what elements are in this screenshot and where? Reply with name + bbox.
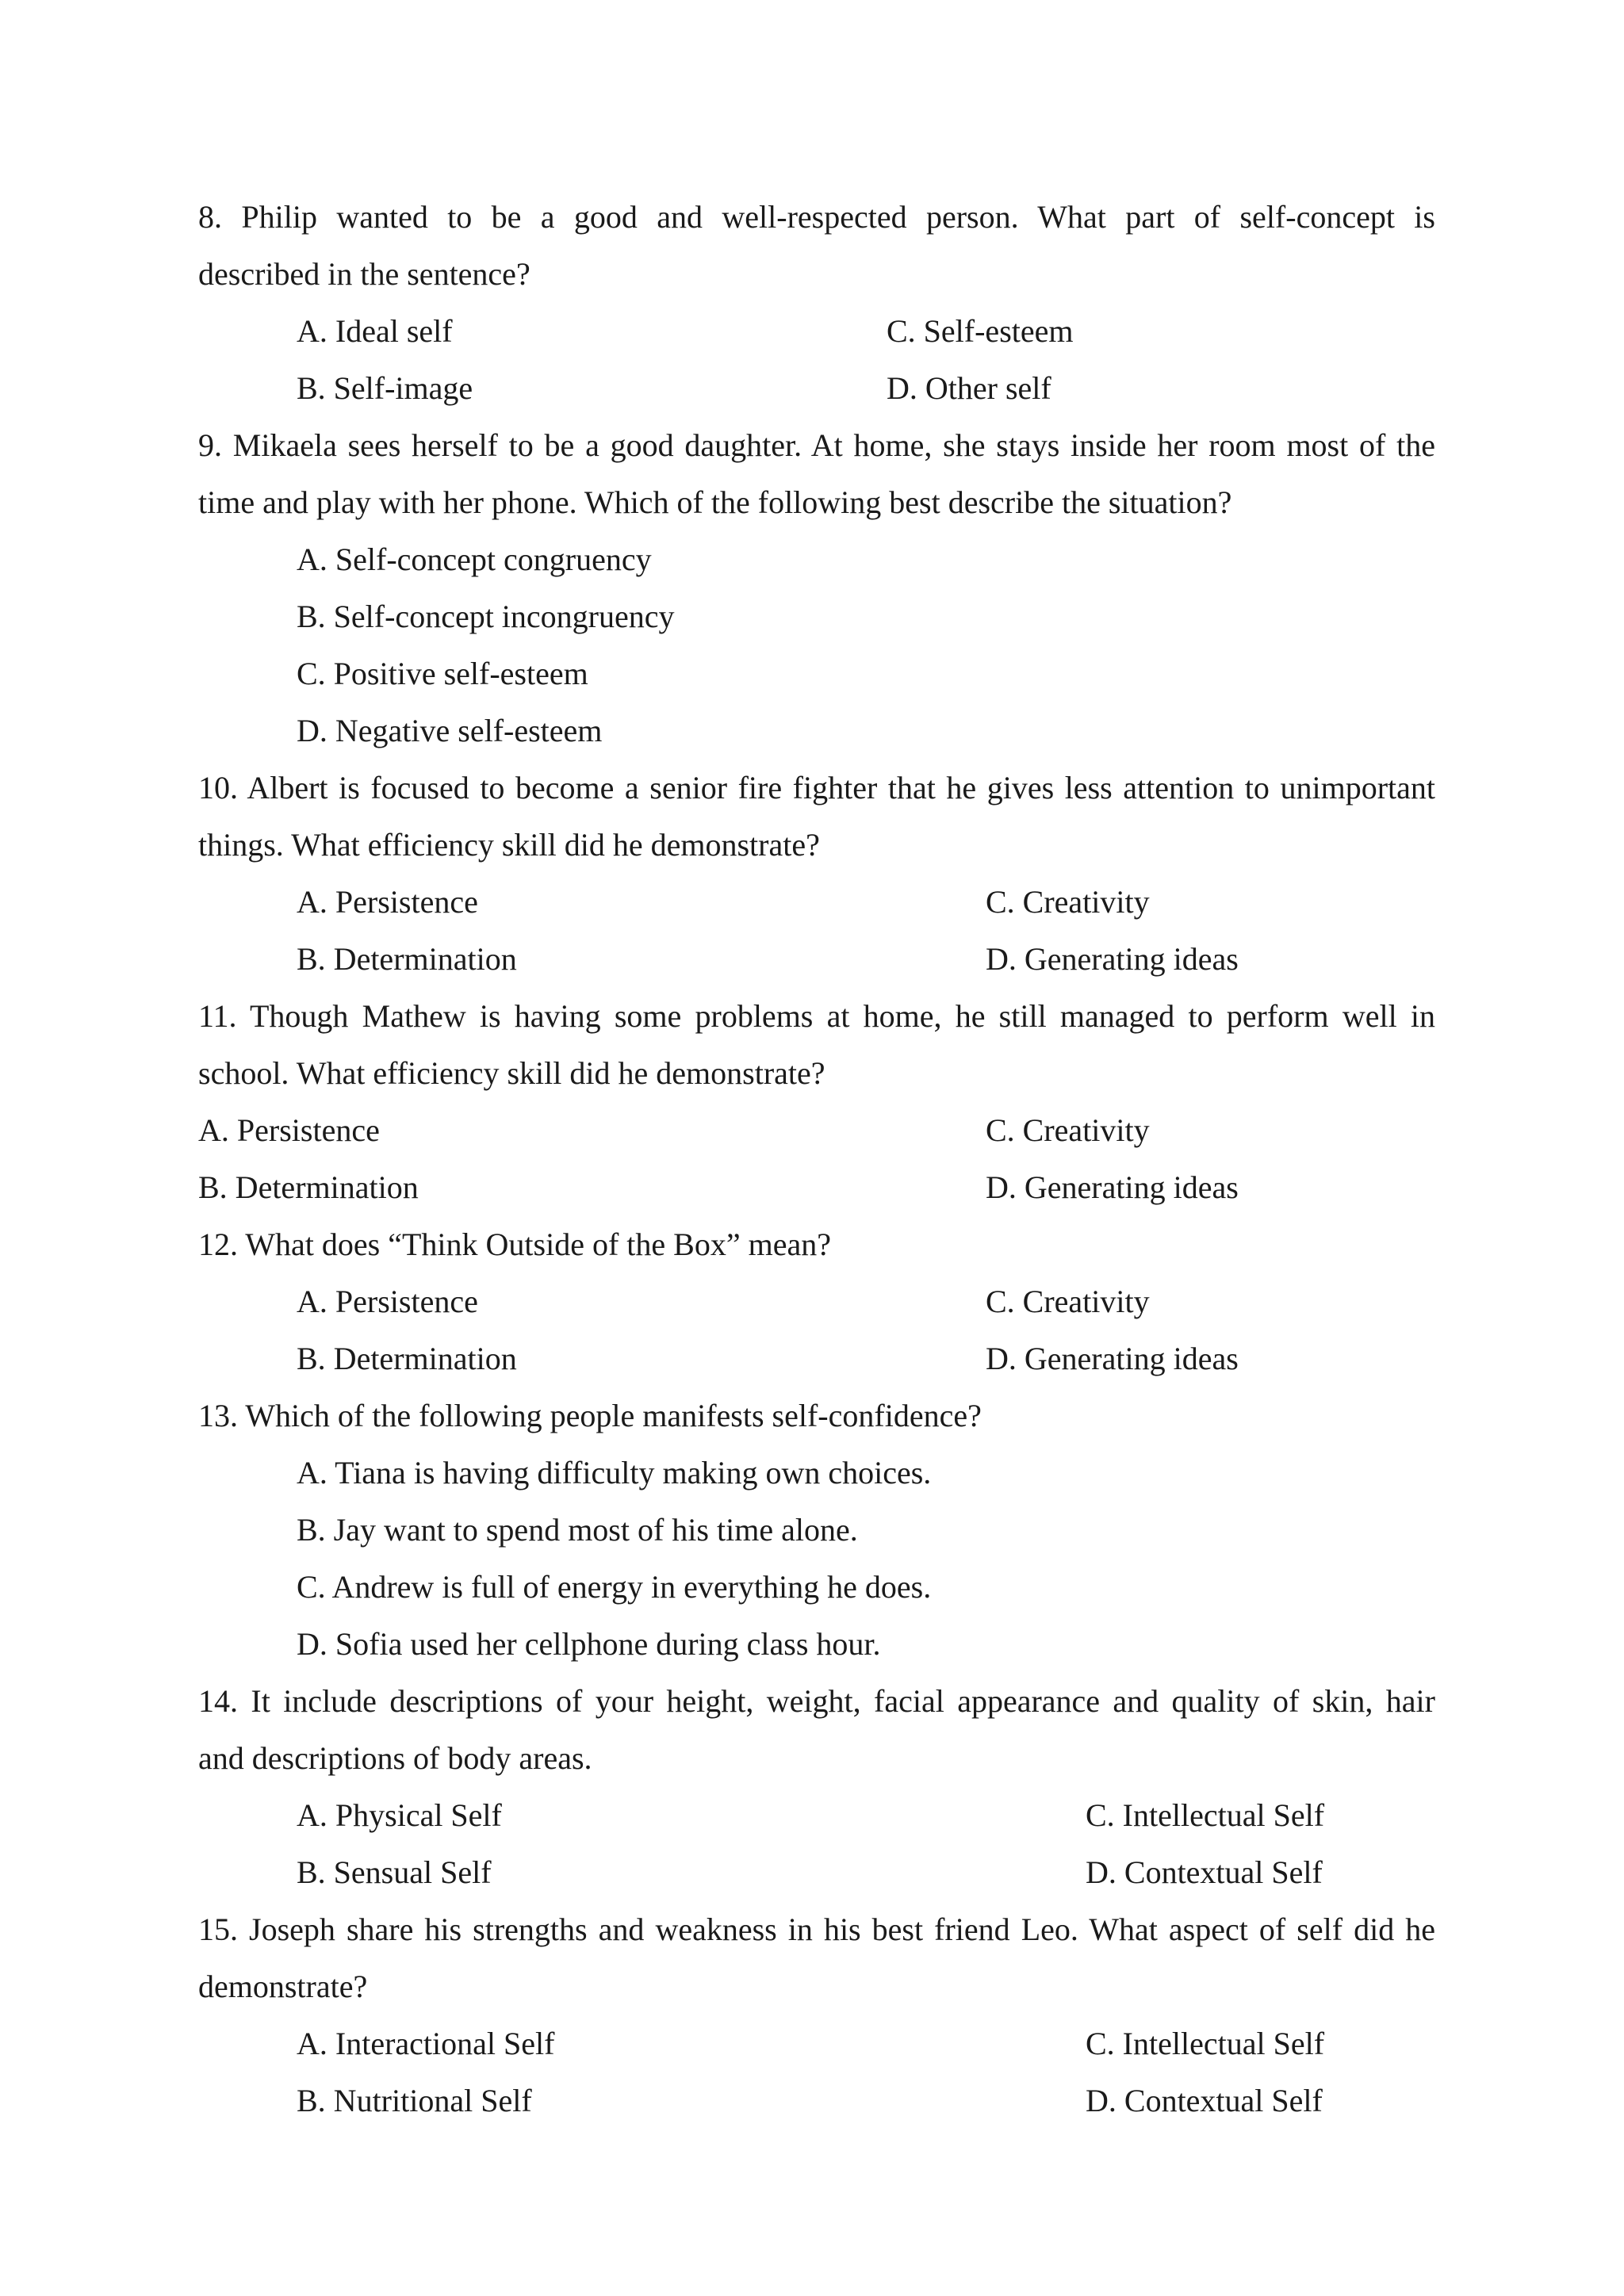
question-8-option-b: B. Self-image: [297, 370, 473, 406]
question-9-option-a: A. Self-concept congruency: [297, 541, 652, 577]
question-14-option-b: B. Sensual Self: [297, 1854, 492, 1890]
question-8-stem-line-1: 8. Philip wanted to be a good and well-respected person. What part of self-concept is: [198, 199, 1435, 235]
question-9-option-d: D. Negative self-esteem: [297, 713, 603, 748]
question-15-option-b: B. Nutritional Self: [297, 2083, 532, 2118]
question-15-option-a: A. Interactional Self: [297, 2026, 555, 2061]
question-9-stem-line-2: time and play with her phone. Which of the following best describe the situation?: [198, 484, 1232, 520]
question-11-stem-line-1: 11. Though Mathew is having some problems at home, he still managed to perform well in: [198, 998, 1435, 1034]
question-9-option-b: B. Self-concept incongruency: [297, 599, 675, 634]
question-14-option-c: C. Intellectual Self: [1086, 1797, 1325, 1833]
question-11-option-a: A. Persistence: [198, 1112, 380, 1148]
question-13-option-b: B. Jay want to spend most of his time alone.: [297, 1512, 858, 1548]
question-8-option-c: C. Self-esteem: [887, 313, 1074, 349]
question-10-option-a: A. Persistence: [297, 884, 478, 920]
question-8-option-a: A. Ideal self: [297, 313, 453, 349]
question-15-stem-line-1: 15. Joseph share his strengths and weakness in his best friend Leo. What aspect of self did he: [198, 1911, 1435, 1947]
question-10-stem-line-1: 10. Albert is focused to become a senior fire fighter that he gives less attention to unimportant: [198, 770, 1435, 806]
question-10-stem-line-2: things. What efficiency skill did he demonstrate?: [198, 827, 820, 863]
question-13-stem-line-1: 13. Which of the following people manifests self-confidence?: [198, 1398, 982, 1433]
question-11-option-d: D. Generating ideas: [986, 1169, 1239, 1205]
question-11-option-c: C. Creativity: [986, 1112, 1150, 1148]
question-10-option-b: B. Determination: [297, 941, 517, 977]
question-11-stem-line-2: school. What efficiency skill did he demonstrate?: [198, 1055, 825, 1091]
question-14-option-a: A. Physical Self: [297, 1797, 502, 1833]
question-12-option-c: C. Creativity: [986, 1284, 1150, 1319]
question-9-option-c: C. Positive self-esteem: [297, 656, 588, 691]
question-11-option-b: B. Determination: [198, 1169, 419, 1205]
question-14-stem-line-1: 14. It include descriptions of your height, weight, facial appearance and quality of skin, hair: [198, 1683, 1435, 1719]
question-9-stem-line-1: 9. Mikaela sees herself to be a good daughter. At home, she stays inside her room most of the: [198, 427, 1435, 463]
question-12-option-b: B. Determination: [297, 1341, 517, 1376]
question-12-stem-line-1: 12. What does “Think Outside of the Box” mean?: [198, 1226, 831, 1262]
question-13-option-c: C. Andrew is full of energy in everything he does.: [297, 1569, 932, 1605]
question-10-option-d: D. Generating ideas: [986, 941, 1239, 977]
question-8-stem-line-2: described in the sentence?: [198, 256, 530, 292]
question-15-option-d: D. Contextual Self: [1086, 2083, 1323, 2118]
question-12-option-a: A. Persistence: [297, 1284, 478, 1319]
question-12-option-d: D. Generating ideas: [986, 1341, 1239, 1376]
question-13-option-a: A. Tiana is having difficulty making own choices.: [297, 1455, 932, 1490]
question-14-stem-line-2: and descriptions of body areas.: [198, 1740, 592, 1776]
question-10-option-c: C. Creativity: [986, 884, 1150, 920]
question-8-option-d: D. Other self: [887, 370, 1051, 406]
question-15-option-c: C. Intellectual Self: [1086, 2026, 1325, 2061]
question-14-option-d: D. Contextual Self: [1086, 1854, 1323, 1890]
question-15-stem-line-2: demonstrate?: [198, 1969, 368, 2004]
question-13-option-d: D. Sofia used her cellphone during class hour.: [297, 1626, 881, 1662]
